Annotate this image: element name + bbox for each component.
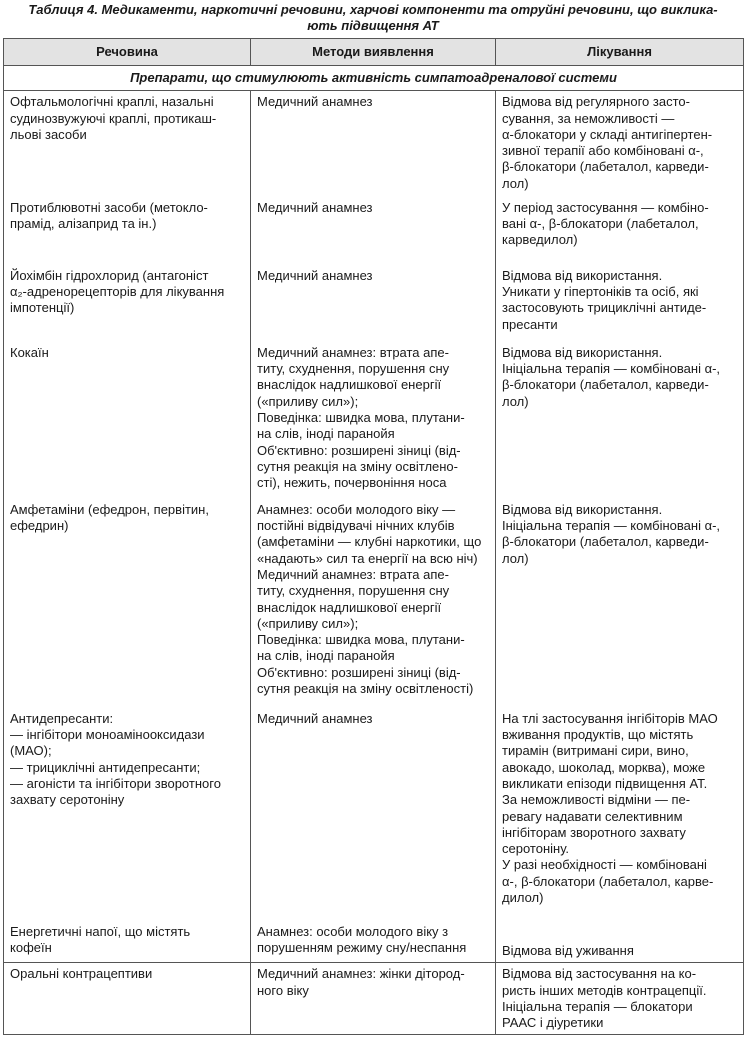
- cell-line: (МАО);: [10, 743, 52, 759]
- cell-treatment: [496, 499, 744, 708]
- cell-line: Об'єктивно: розширені зіниці (від-: [257, 664, 461, 680]
- cell-line: викликати епізоди підвищення АТ.: [502, 775, 708, 791]
- cell-line: пресанти: [502, 316, 558, 332]
- cell-line: серотоніну.: [502, 841, 569, 857]
- cell-line: ефедрин): [10, 518, 69, 534]
- table-row: [4, 921, 744, 963]
- header-detection: Методи виявлення: [251, 39, 496, 66]
- cell-line: кофеїн: [10, 940, 52, 956]
- cell-treatment: [496, 342, 744, 499]
- cell-line: На тлі застосування інгібіторів МАО: [502, 710, 718, 726]
- cell-line: Медичний анамнез: [257, 94, 373, 110]
- table-row: [4, 265, 744, 342]
- cell-line: «надають» сил та енергії на всю ніч): [257, 550, 478, 566]
- cell-line: Офтальмологічні краплі, назальні: [10, 94, 214, 110]
- cell-line: Поведінка: швидка мова, плутани-: [257, 632, 465, 648]
- cell-line: лол): [502, 550, 529, 566]
- table-row: [4, 963, 744, 1035]
- cell-line: зивної терапії або комбіновані α-,: [502, 143, 704, 159]
- cell-line: Медичний анамнез: втрата апе-: [257, 566, 449, 582]
- cell-line: Йохімбін гідрохлорид (антагоніст: [10, 267, 209, 283]
- cell-line: α₂-адренорецепторів для лікування: [10, 284, 225, 300]
- cell-line: дилол): [502, 890, 544, 906]
- cell-line: Анамнез: особи молодого віку з: [257, 923, 449, 939]
- cell-line: титу, схуднення, порушення сну: [257, 361, 450, 377]
- cell-detection: [251, 197, 496, 265]
- section-row: [4, 66, 744, 91]
- cell-detection: [251, 708, 496, 921]
- cell-substance: [4, 197, 251, 265]
- header-treatment: Лікування: [496, 39, 744, 66]
- cell-line: постійні відвідувачі нічних клубів: [257, 518, 455, 534]
- cell-line: вживання продуктів, що містять: [502, 727, 694, 743]
- cell-line: ного віку: [257, 982, 309, 998]
- cell-line: — інгібітори моноамінооксидази: [10, 727, 205, 743]
- cell-line: Медичний анамнез: [257, 199, 373, 215]
- cell-treatment: [496, 91, 744, 197]
- cell-line: авокадо, шоколад, морква), може: [502, 759, 706, 775]
- cell-line: Ініціальна терапія — блокатори: [502, 998, 693, 1014]
- cell-line: Відмова від використання.: [502, 501, 663, 517]
- table-row: [4, 499, 744, 708]
- cell-line: Ініціальна терапія — комбіновані α-,: [502, 361, 721, 377]
- caption-line: ють підвищення АТ: [307, 18, 439, 33]
- cell-substance: [4, 963, 251, 1035]
- cell-line: У разі необхідності — комбіновані: [502, 857, 707, 873]
- cell-treatment: [496, 963, 744, 1035]
- cell-line: β-блокатори (лабеталол, карведи-: [502, 159, 709, 175]
- cell-line: сті), нежить, почервоніння носа: [257, 475, 447, 491]
- cell-line: захвату серотоніну: [10, 792, 125, 808]
- table-row: [4, 197, 744, 265]
- cell-treatment: [496, 197, 744, 265]
- cell-line: Відмова від використання.: [502, 344, 663, 360]
- cell-line: лол): [502, 175, 529, 191]
- cell-line: У період застосування — комбіно-: [502, 199, 709, 215]
- cell-detection: [251, 963, 496, 1035]
- cell-line: Об'єктивно: розширені зіниці (від-: [257, 442, 461, 458]
- cell-line: ристь інших методів контрацепції.: [502, 982, 707, 998]
- cell-line: Медичний анамнез: [257, 267, 373, 283]
- cell-line: прамід, алізаприд та ін.): [10, 216, 157, 232]
- cell-line: Енергетичні напої, що містять: [10, 923, 191, 939]
- cell-line: Амфетаміни (ефедрон, первітин,: [10, 501, 209, 517]
- table-caption: [0, 2, 746, 34]
- cell-line: сутня реакція на зміну освітлено-: [257, 458, 458, 474]
- cell-substance: [4, 265, 251, 342]
- cell-detection: [251, 499, 496, 708]
- cell-line: Кокаїн: [10, 344, 49, 360]
- cell-substance: [4, 708, 251, 921]
- cell-line: Анамнез: особи молодого віку —: [257, 501, 456, 517]
- cell-line: β-блокатори (лабеталол, карведи-: [502, 377, 709, 393]
- header-substance: Речовина: [4, 39, 251, 66]
- cell-line: внаслідок надлишкової енергії: [257, 599, 442, 615]
- cell-line: Медичний анамнез: жінки дітород-: [257, 966, 465, 982]
- cell-line: Оральні контрацептиви: [10, 966, 153, 982]
- cell-substance: [4, 499, 251, 708]
- cell-line: ревагу надавати селективним: [502, 808, 683, 824]
- substances-table: [3, 38, 744, 1035]
- cell-line: Поведінка: швидка мова, плутани-: [257, 409, 465, 425]
- cell-line: — агоністи та інгібітори зворотного: [10, 775, 221, 791]
- cell-line: застосовують трициклічні антиде-: [502, 300, 707, 316]
- cell-substance: [4, 342, 251, 499]
- cell-line: внаслідок надлишкової енергії: [257, 377, 442, 393]
- table-row: [4, 708, 744, 921]
- cell-line: Відмова від регулярного засто-: [502, 94, 690, 110]
- section-title: Препарати, що стимулюють активність симпатоадреналової системи: [4, 66, 744, 91]
- cell-line: Протиблювотні засоби (метокло-: [10, 199, 208, 215]
- cell-line: РААС і діуретики: [502, 1015, 604, 1031]
- cell-line: Відмова від використання.: [502, 267, 663, 283]
- header-row: [4, 39, 744, 66]
- cell-line: Відмова від уживання: [502, 943, 634, 958]
- cell-line: Відмова від застосування на ко-: [502, 966, 697, 982]
- cell-line: сутня реакція на зміну освітленості): [257, 681, 474, 697]
- cell-line: льові засоби: [10, 126, 87, 142]
- cell-line: — трициклічні антидепресанти;: [10, 759, 201, 775]
- cell-line: α-блокатори у складі антигіпертен-: [502, 126, 713, 142]
- cell-treatment: [496, 708, 744, 921]
- cell-substance: [4, 91, 251, 197]
- cell-line: β-блокатори (лабеталол, карведи-: [502, 534, 709, 550]
- cell-line: на слів, іноді паранойя: [257, 648, 395, 664]
- cell-line: інгібіторам зворотного захвату: [502, 824, 686, 840]
- cell-treatment: [496, 265, 744, 342]
- cell-line: на слів, іноді паранойя: [257, 426, 395, 442]
- table-row: [4, 91, 744, 197]
- cell-detection: [251, 921, 496, 963]
- cell-line: Уникати у гіпертоніків та осіб, які: [502, 284, 699, 300]
- cell-line: карведилол): [502, 232, 578, 248]
- cell-treatment: [496, 921, 744, 963]
- cell-line: тирамін (витримані сири, вино,: [502, 743, 689, 759]
- cell-detection: [251, 91, 496, 197]
- cell-detection: [251, 342, 496, 499]
- cell-substance: [4, 921, 251, 963]
- cell-line: Медичний анамнез: втрата апе-: [257, 344, 449, 360]
- table-row: [4, 342, 744, 499]
- cell-line: порушенням режиму сну/неспання: [257, 940, 467, 956]
- cell-line: Антидепресанти:: [10, 710, 114, 726]
- cell-line: Медичний анамнез: [257, 710, 373, 726]
- cell-line: (амфетаміни — клубні наркотики, що: [257, 534, 482, 550]
- cell-detection: [251, 265, 496, 342]
- cell-line: судинозвужуючі краплі, протикаш-: [10, 110, 217, 126]
- cell-line: («приливу сил»);: [257, 393, 359, 409]
- cell-line: імпотенції): [10, 300, 75, 316]
- cell-line: («приливу сил»);: [257, 615, 359, 631]
- cell-line: сування, за неможливості —: [502, 110, 675, 126]
- cell-line: титу, схуднення, порушення сну: [257, 583, 450, 599]
- cell-line: За неможливості відміни — пе-: [502, 792, 691, 808]
- cell-line: вані α-, β-блокатори (лабеталол,: [502, 216, 699, 232]
- caption-line: Таблиця 4. Медикаменти, наркотичні речовини, харчові компоненти та отруйні речовини, що виклика-: [28, 2, 718, 17]
- cell-line: лол): [502, 393, 529, 409]
- cell-line: α-, β-блокатори (лабеталол, карве-: [502, 873, 714, 889]
- cell-line: Ініціальна терапія — комбіновані α-,: [502, 518, 721, 534]
